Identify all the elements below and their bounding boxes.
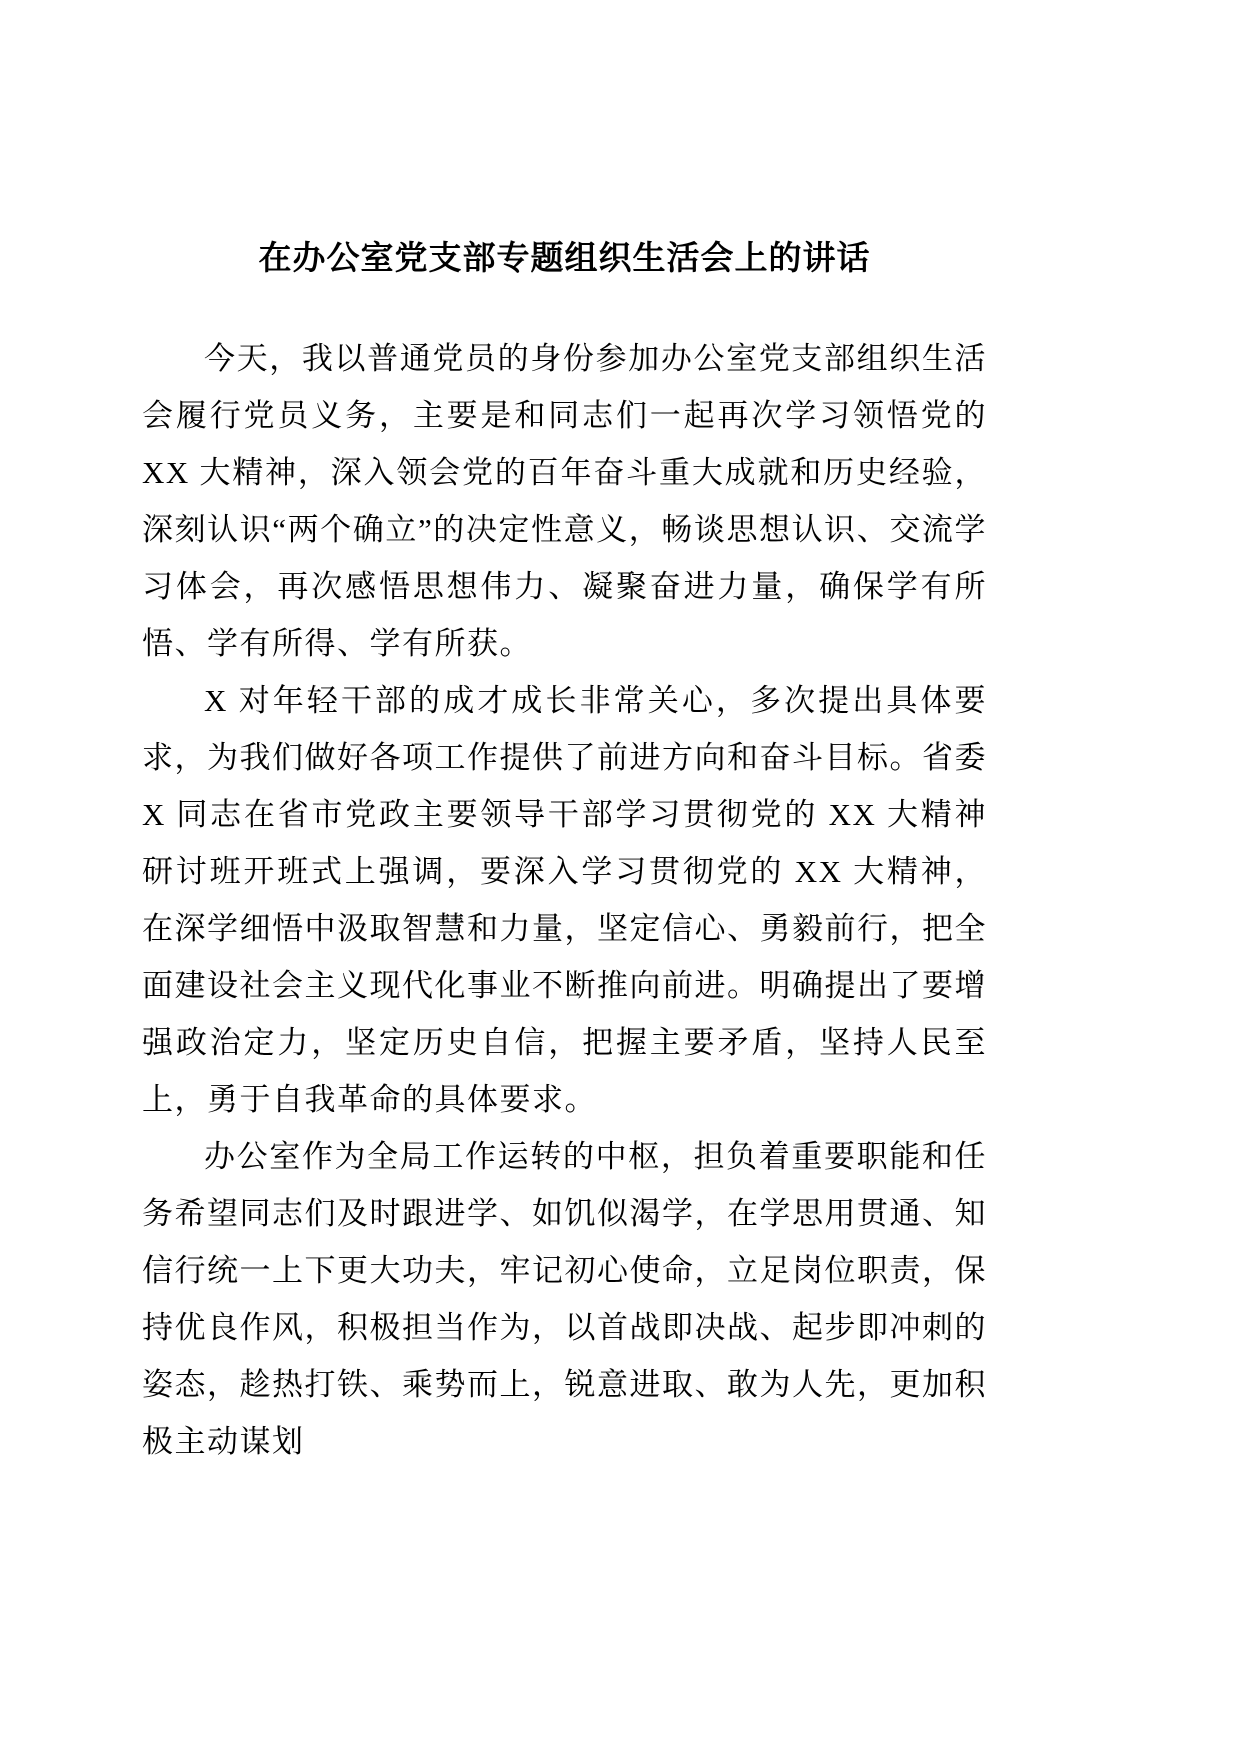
- document-content: [142, 236, 987, 1470]
- paragraph: X 对年轻干部的成才成长非常关心，多次提出具体要求，为我们做好各项工作提供了前进方向和奋斗目标。省委 X 同志在省市党政主要领导干部学习贯彻党的 XX 大精神研讨班开班式上强调，要深入学习贯彻党的 XX 大精神，在深学细悟中汲取智慧和力量，坚定信心、勇毅前行，把全面建设社会主义现代化事业不断推向前进。明确提出了要增强政治定力，坚定历史自信，把握主要矛盾，坚持人民至上，勇于自我革命的具体要求。: [142, 683, 987, 1117]
- paragraph: 今天，我以普通党员的身份参加办公室党支部组织生活会履行党员义务，主要是和同志们一起再次学习领悟党的 XX 大精神，深入领会党的百年奋斗重大成就和历史经验，深刻认识“两个确立”的决定性意义，畅谈思想认识、交流学习体会，再次感悟思想伟力、凝聚奋进力量，确保学有所悟、学有所得、学有所获。: [142, 341, 987, 661]
- paragraph: 办公室作为全局工作运转的中枢，担负着重要职能和任务希望同志们及时跟进学、如饥似渴学，在学思用贯通、知信行统一上下更大功夫，牢记初心使命，立足岗位职责，保持优良作风，积极担当作为，以首战即决战、起步即冲刺的姿态，趁热打铁、乘势而上，锐意进取、敢为人先，更加积极主动谋划: [142, 1139, 987, 1459]
- document-title: 在办公室党支部专题组织生活会上的讲话: [258, 239, 871, 276]
